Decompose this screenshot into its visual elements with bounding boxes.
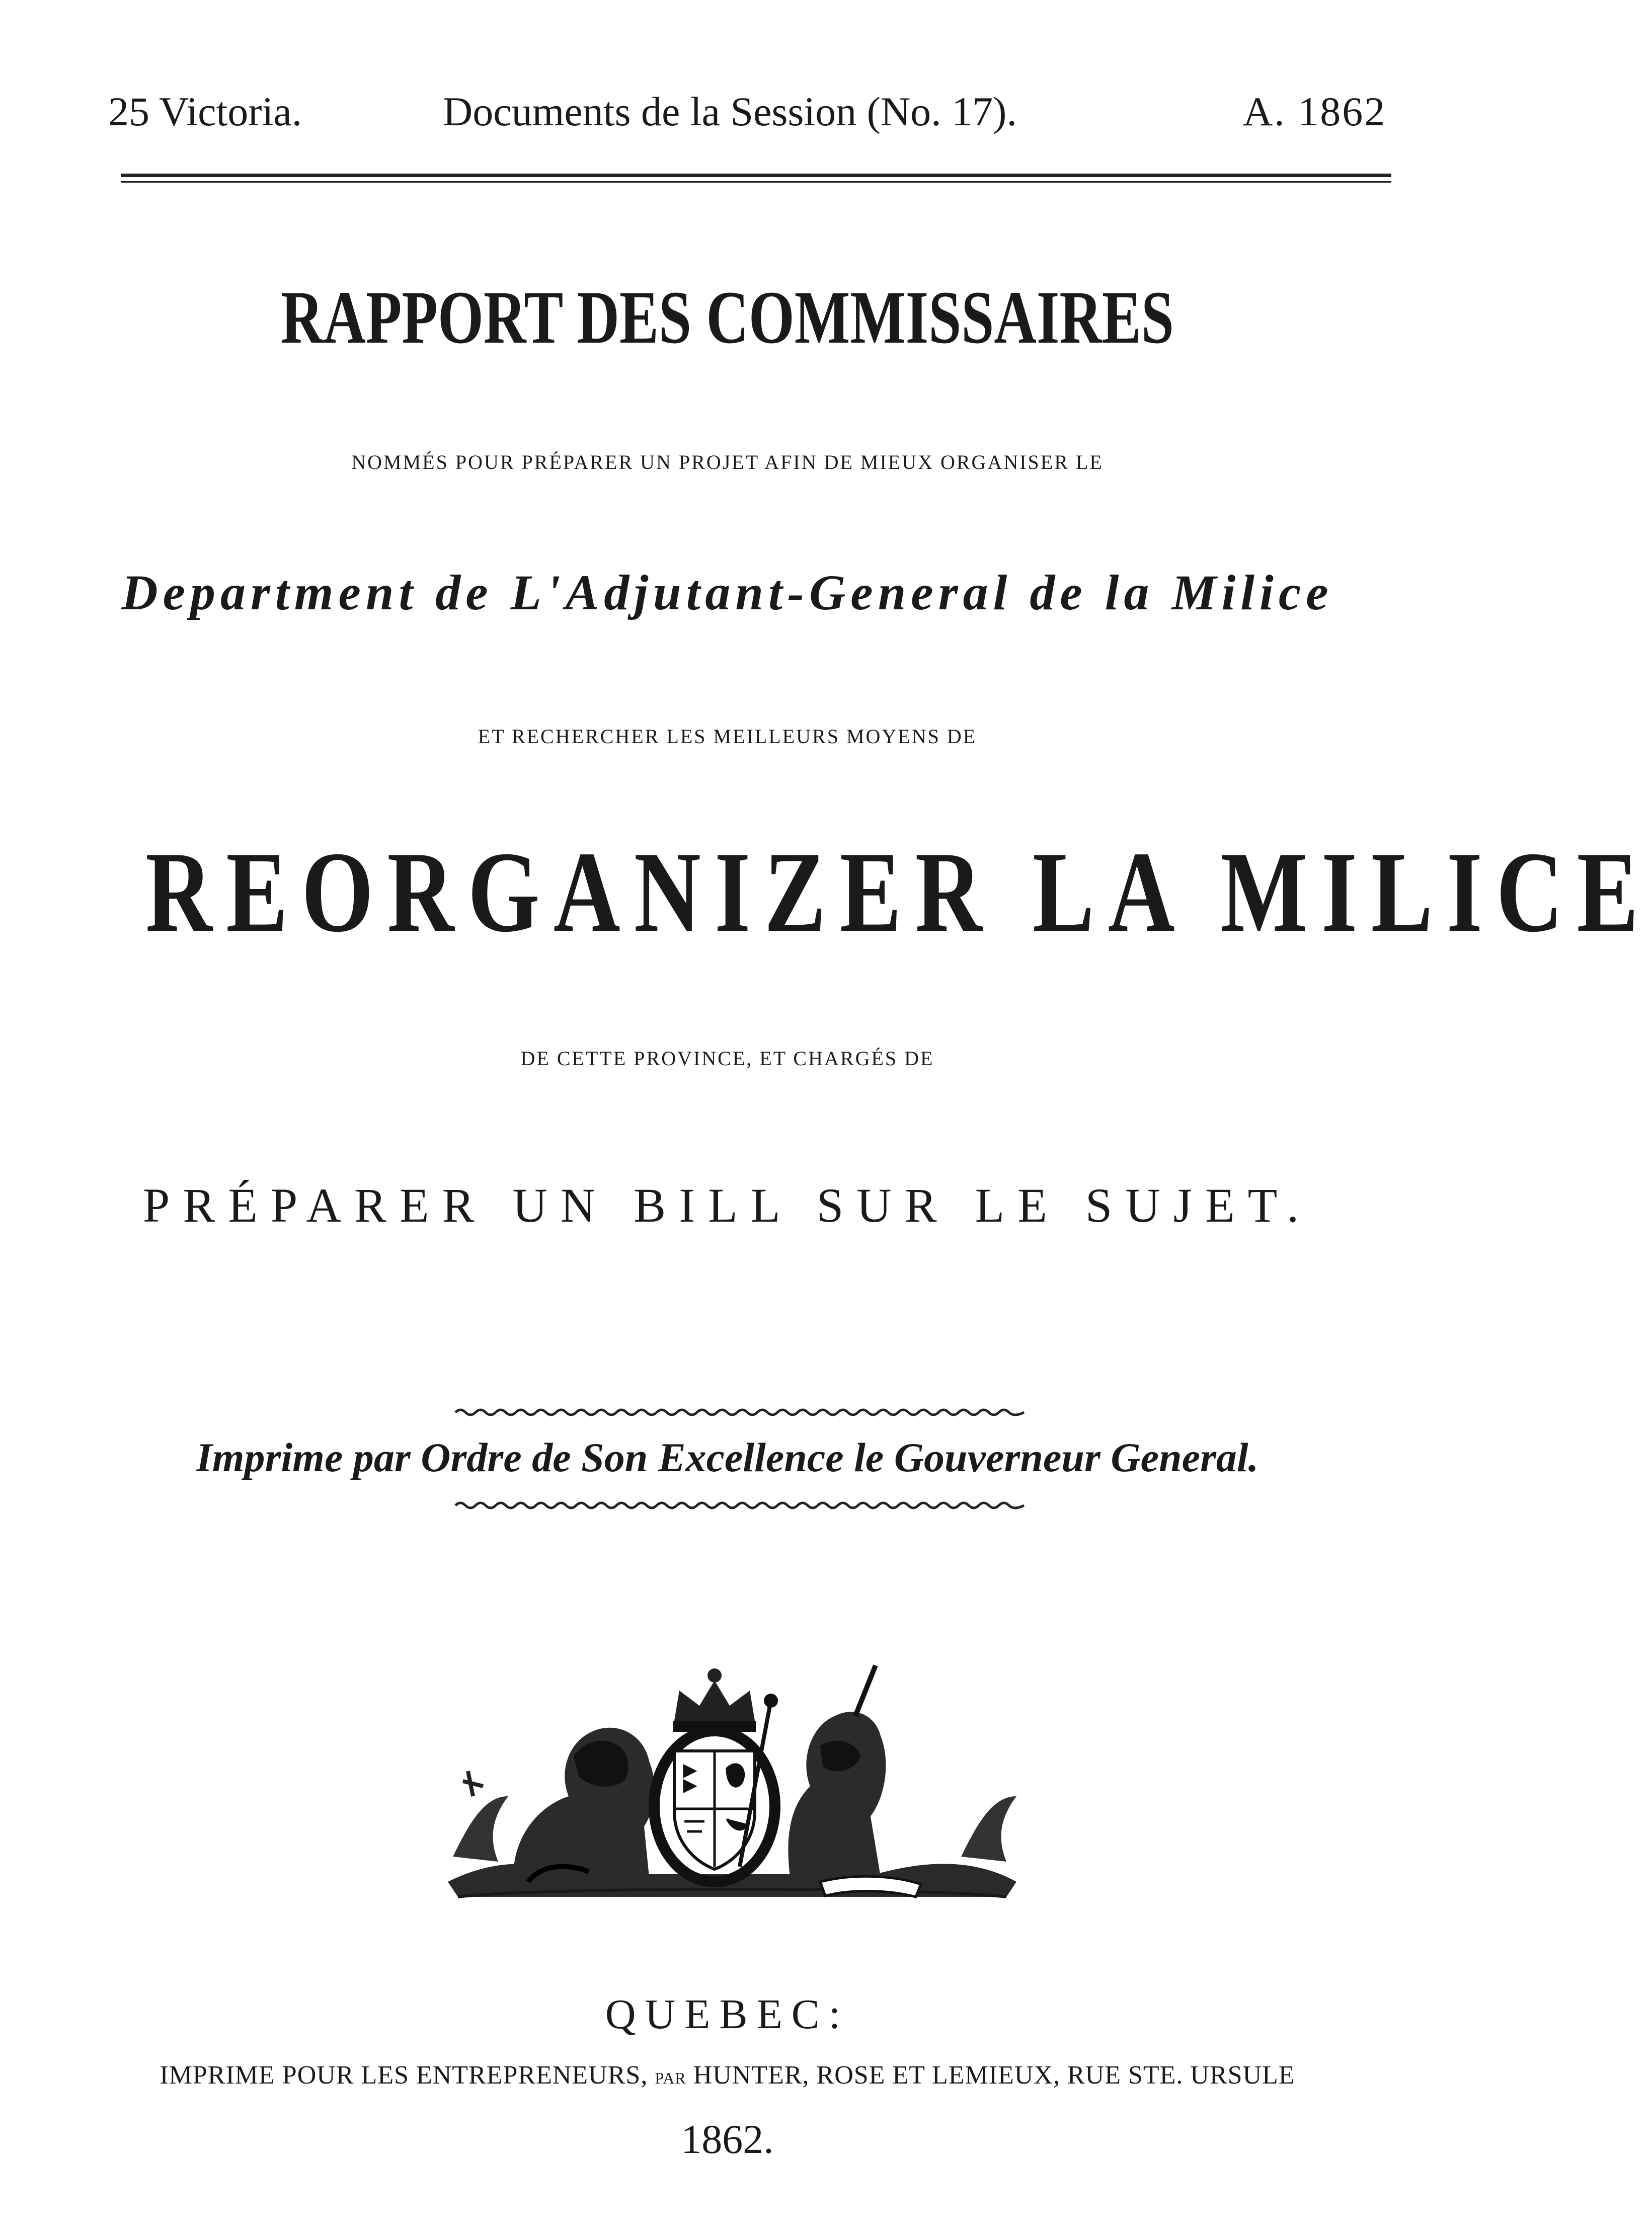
- imprint-order-line: Imprime par Ordre de Son Excellence le Gouverneur General.: [196, 1434, 1259, 1480]
- subtitle-nommes: NOMMÉS POUR PRÉPARER UN PROJET AFIN DE MIEUX ORGANISER LE: [351, 451, 1104, 473]
- printer-text-1: IMPRIME POUR LES ENTREPRENEURS,: [160, 2061, 648, 2090]
- wavy-rule-top: [455, 1406, 1024, 1418]
- running-header-center: Documents de la Session (No. 17).: [443, 89, 1017, 134]
- header-rule-thin: [121, 181, 1391, 183]
- imprint-city: QUEBEC:: [605, 1991, 850, 2038]
- subtitle-rechercher: ET RECHERCHER LES MEILLEURS MOYENS DE: [478, 725, 977, 748]
- subtitle-province: DE CETTE PROVINCE, ET CHARGÉS DE: [520, 1047, 934, 1070]
- title-reorganizer: REORGANIZER LA MILICE: [145, 828, 1652, 956]
- running-header-left: 25 Victoria.: [108, 89, 302, 134]
- imprint-year: 1862.: [681, 2116, 774, 2162]
- printer-text-2: HUNTER, ROSE ET LEMIEUX, RUE STE. URSULE: [693, 2061, 1295, 2090]
- page-title: RAPPORT DES COMMISSAIRES: [280, 276, 1174, 359]
- header-rule-thick: [121, 174, 1391, 177]
- running-header-right: A. 1862: [1243, 89, 1387, 134]
- title-bill: PRÉPARER UN BILL SUR LE SUJET.: [142, 1178, 1312, 1232]
- printer-par: PAR: [655, 2069, 686, 2087]
- department-line: Department de L'Adjutant-General de la Milice: [121, 565, 1333, 620]
- wavy-rule-bottom: [455, 1499, 1024, 1511]
- imprint-printer: [0, 2060, 1455, 2090]
- coat-of-arms-emblem: [438, 1645, 1027, 1927]
